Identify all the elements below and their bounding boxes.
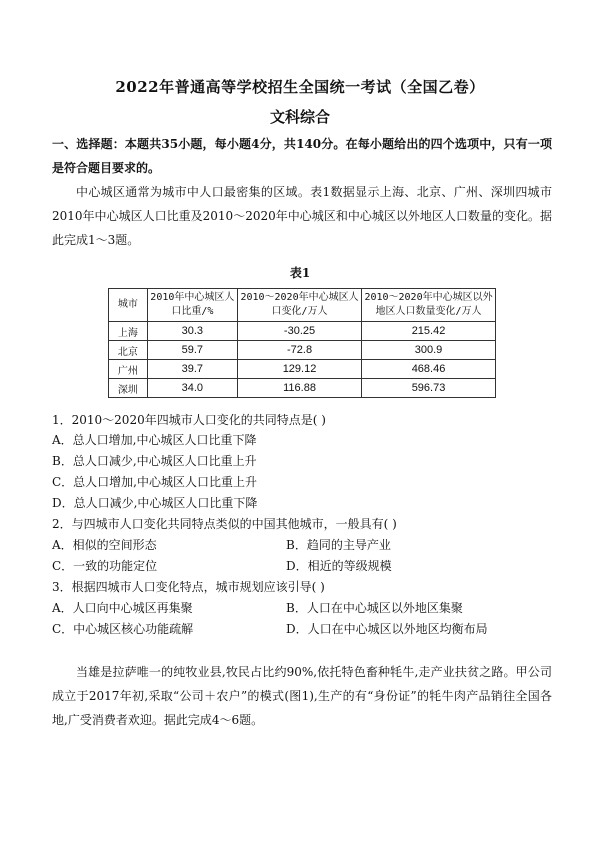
table-row <box>109 379 496 398</box>
exam-subtitle: 文科综合 <box>269 108 330 126</box>
table-header-cell: 2010年中心城区人口比重/% <box>147 289 237 322</box>
population-table <box>108 288 496 398</box>
table-cell-city: 广州 <box>109 360 148 379</box>
question-3-stem: 3．根据四城市人口变化特点，城市规划应该引导( ) <box>52 580 325 594</box>
table-row <box>109 341 496 360</box>
table-header-cell: 2010～2020年中心城区以外地区人口数量变化/万人 <box>362 289 496 322</box>
table-cell: 30.3 <box>147 322 237 341</box>
table-cell: 468.46 <box>362 360 496 379</box>
question-1-option-b: B．总人口减少,中心城区人口比重上升 <box>52 454 257 468</box>
table-cell: 59.7 <box>147 341 237 360</box>
table-caption: 表1 <box>289 266 311 280</box>
question-2-option-d: D．相近的等级规模 <box>286 559 392 573</box>
table-cell: 215.42 <box>362 322 496 341</box>
question-3-option-a: A．人口向中心城区再集聚 <box>52 601 193 615</box>
table-cell-city: 深圳 <box>109 379 148 398</box>
table-header-cell: 2010～2020年中心城区人口变化/万人 <box>238 289 362 322</box>
table-row <box>109 360 496 379</box>
exam-title: 2022年普通高等学校招生全国统一考试（全国乙卷） <box>115 78 485 96</box>
question-1-option-d: D．总人口减少,中心城区人口比重下降 <box>52 496 258 510</box>
table-cell: -72.8 <box>238 341 362 360</box>
question-2-option-b: B．趋同的主导产业 <box>286 538 391 552</box>
table-header-row <box>109 289 496 322</box>
question-2-stem: 2．与四城市人口变化共同特点类似的中国其他城市，一般具有( ) <box>52 517 397 531</box>
passage-1: 中心城区通常为城市中人口最密集的区域。表1数据显示上海、北京、广州、深圳四城市2010年中心城区人口比重及2010～2020年中心城区和中心城区以外地区人口数量的变化。据此完成1～3题。 <box>52 185 552 247</box>
table-cell: 300.9 <box>362 341 496 360</box>
section-instructions: 一、选择题：本题共35小题，每小题4分，共140分。在每小题给出的四个选项中，只有一项是符合题目要求的。 <box>52 137 552 175</box>
table-cell: 116.88 <box>238 379 362 398</box>
table-cell-city: 上海 <box>109 322 148 341</box>
question-2-option-c: C．一致的功能定位 <box>52 559 158 573</box>
question-3-option-c: C．中心城区核心功能疏解 <box>52 622 194 636</box>
question-2-option-a: A．相似的空间形态 <box>52 538 157 552</box>
table-cell: 596.73 <box>362 379 496 398</box>
question-1-stem: 1．2010～2020年四城市人口变化的共同特点是( ) <box>52 413 326 427</box>
table-row <box>109 322 496 341</box>
table-cell: 129.12 <box>238 360 362 379</box>
question-3-option-d: D．人口在中心城区以外地区均衡布局 <box>286 622 488 636</box>
question-1-option-c: C．总人口增加,中心城区人口比重上升 <box>52 475 257 489</box>
table-cell: -30.25 <box>238 322 362 341</box>
table-cell-city: 北京 <box>109 341 148 360</box>
question-1-option-a: A．总人口增加,中心城区人口比重下降 <box>52 433 257 447</box>
passage-2: 当雄是拉萨唯一的纯牧业县,牧民占比约90%,依托特色畜种牦牛,走产业扶贫之路。甲公司成立于2017年初,采取“公司＋农户”的模式(图1),生产的有“身份证”的牦牛肉产品销往全国各地,广受消费者欢迎。据此完成4～6题。 <box>52 665 552 727</box>
table-cell: 34.0 <box>147 379 237 398</box>
table-header-cell: 城市 <box>109 289 148 322</box>
table-cell: 39.7 <box>147 360 237 379</box>
question-3-option-b: B．人口在中心城区以外地区集聚 <box>286 601 463 615</box>
